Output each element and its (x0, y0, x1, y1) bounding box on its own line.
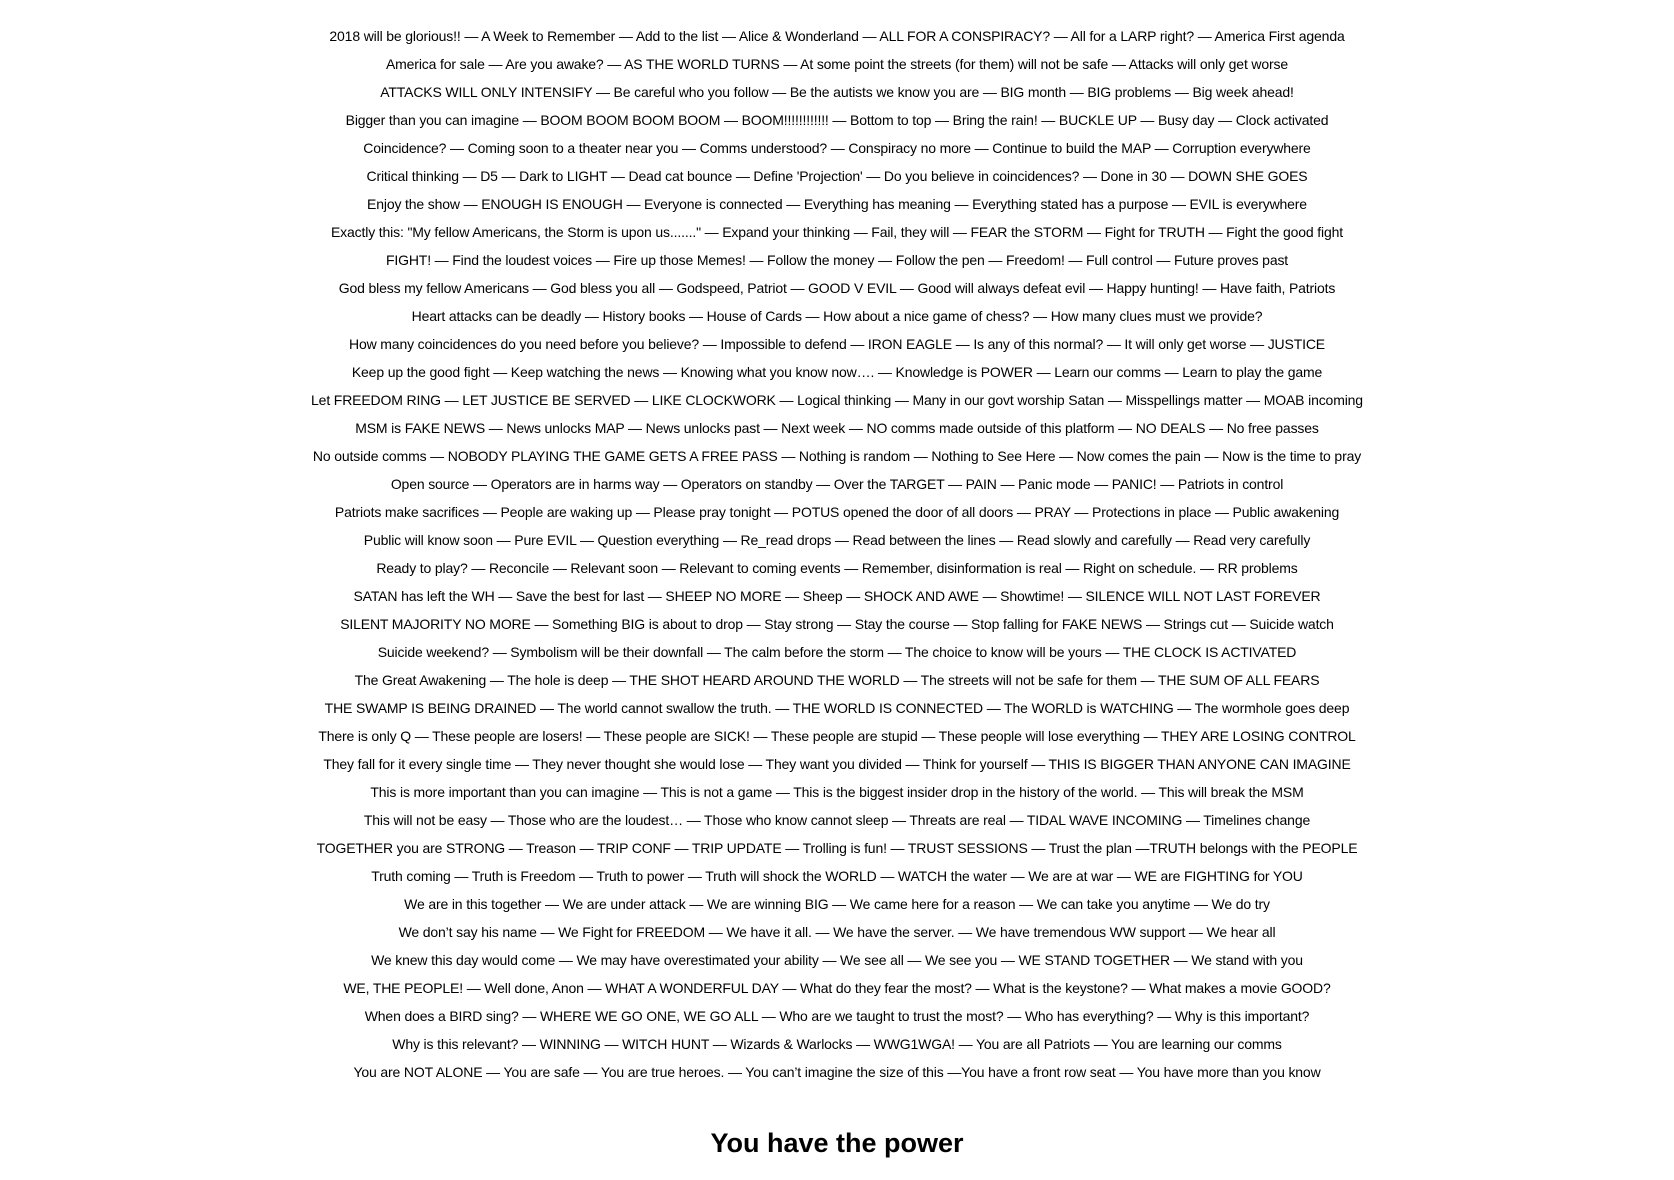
phrase-line: Truth coming — Truth is Freedom — Truth to power — Truth will shock the WORLD — WATCH the water — We are at war — WE are FIGHTING for YOU (371, 868, 1303, 884)
phrase-line: Ready to play? — Reconcile — Relevant soon — Relevant to coming events — Remember, disinformation is real — Right on schedule. — RR problems (376, 560, 1298, 576)
phrase-line: Heart attacks can be deadly — History books — House of Cards — How about a nice game of chess? — How many clues must we provide? (411, 308, 1263, 324)
phrase-line: Patriots make sacrifices — People are waking up — Please pray tonight — POTUS opened the door of all doors — PRAY — Protections in place — Public awakening (334, 504, 1340, 520)
phrase-line: God bless my fellow Americans — God bless you all — Godspeed, Patriot — GOOD V EVIL — Good will always defeat evil — Happy hunting! — Have faith, Patriots (338, 280, 1336, 296)
phrase-line: MSM is FAKE NEWS — News unlocks MAP — News unlocks past — Next week — NO comms made outside of this platform — NO DEALS — No free passes (355, 420, 1319, 436)
phrase-line: WE, THE PEOPLE! — Well done, Anon — WHAT A WONDERFUL DAY — What do they fear the most? — What is the keystone? — What makes a movie GOOD? (343, 980, 1331, 996)
phrase-line: Public will know soon — Pure EVIL — Question everything — Re_read drops — Read between the lines — Read slowly and carefully — Read very carefully (363, 532, 1311, 548)
phrase-line: Let FREEDOM RING — LET JUSTICE BE SERVED — LIKE CLOCKWORK — Logical thinking — Many in our govt worship Satan — Misspellings matter — MOAB incoming (311, 392, 1363, 408)
phrase-line: No outside comms — NOBODY PLAYING THE GAME GETS A FREE PASS — Nothing is random — Nothing to See Here — Now comes the pain — Now is the time to pray (312, 448, 1362, 464)
phrase-line: Bigger than you can imagine — BOOM BOOM BOOM BOOM — BOOM!!!!!!!!!!!! — Bottom to top — Bring the rain! — BUCKLE UP — Busy day — Clock activated (345, 112, 1329, 128)
phrase-line: America for sale — Are you awake? — AS THE WORLD TURNS — At some point the streets (for them) will not be safe — Attacks will only get worse (385, 56, 1289, 72)
phrase-line: We knew this day would come — We may have overestimated your ability — We see all — We see you — WE STAND TOGETHER — We stand with you (371, 952, 1303, 968)
phrase-line: We don’t say his name — We Fight for FREEDOM — We have it all. — We have the server. — We have tremendous WW support — We hear all (398, 924, 1276, 940)
phrase-line: Critical thinking — D5 — Dark to LIGHT — Dead cat bounce — Define 'Projection' — Do you believe in coincidences? — Done in 30 — DOWN SHE GOES (366, 168, 1308, 184)
phrase-line: Coincidence? — Coming soon to a theater near you — Comms understood? — Conspiracy no more — Continue to build the MAP — Corruption everywhere (363, 140, 1311, 156)
phrase-list (0, 22, 1674, 1086)
phrase-line: This will not be easy — Those who are the loudest… — Those who know cannot sleep — Threats are real — TIDAL WAVE INCOMING — Timelines change (363, 812, 1311, 828)
phrase-line: We are in this together — We are under attack — We are winning BIG — We came here for a reason — We can take you anytime — We do try (404, 896, 1270, 912)
phrase-line: THE SWAMP IS BEING DRAINED — The world cannot swallow the truth. — THE WORLD IS CONNECTED — The WORLD is WATCHING — The wormhole goes deep (324, 700, 1350, 716)
phrase-line: Enjoy the show — ENOUGH IS ENOUGH — Everyone is connected — Everything has meaning — Everything stated has a purpose — EVIL is everywhere (367, 196, 1307, 212)
phrase-line: SILENT MAJORITY NO MORE — Something BIG is about to drop — Stay strong — Stay the course — Stop falling for FAKE NEWS — Strings cut — Suicide watch (340, 616, 1334, 632)
phrase-line: Keep up the good fight — Keep watching the news — Knowing what you know now…. — Knowledge is POWER — Learn our comms — Learn to play the game (351, 364, 1323, 380)
phrase-line: Exactly this: "My fellow Americans, the Storm is upon us......." — Expand your thinking — Fail, they will — FEAR the STORM — Fight for TRUTH — Fight the good fight (330, 224, 1343, 240)
phrase-line: 2018 will be glorious!! — A Week to Remember — Add to the list — Alice & Wonderland — ALL FOR A CONSPIRACY? — All for a LARP right? — America First agenda (329, 28, 1345, 44)
phrase-line: There is only Q — These people are losers! — These people are SICK! — These people are stupid — These people will lose everything — THEY ARE LOSING CONTROL (318, 728, 1356, 744)
phrase-line: The Great Awakening — The hole is deep — THE SHOT HEARD AROUND THE WORLD — The streets will not be safe for them — THE SUM OF ALL FEARS (354, 672, 1320, 688)
phrase-line: Why is this relevant? — WINNING — WITCH HUNT — Wizards & Warlocks — WWG1WGA! — You are all Patriots — You are learning our comms (392, 1036, 1282, 1052)
phrase-line: Open source — Operators are in harms way — Operators on standby — Over the TARGET — PAIN — Panic mode — PANIC! — Patriots in control (390, 476, 1284, 492)
phrase-line: SATAN has left the WH — Save the best for last — SHEEP NO MORE — Sheep — SHOCK AND AWE — Showtime! — SILENCE WILL NOT LAST FOREVER (353, 588, 1321, 604)
phrase-line: This is more important than you can imagine — This is not a game — This is the biggest insider drop in the history of the world. — This will break the MSM (370, 784, 1304, 800)
closing-heading: You have the power (710, 1128, 964, 1158)
phrase-line: FIGHT! — Find the loudest voices — Fire up those Memes! — Follow the money — Follow the pen — Freedom! — Full control — Future proves past (385, 252, 1289, 268)
phrase-line: TOGETHER you are STRONG — Treason — TRIP CONF — TRIP UPDATE — Trolling is fun! — TRUST SESSIONS — Trust the plan —TRUTH belongs with the PEOPLE (316, 840, 1358, 856)
phrase-line: They fall for it every single time — They never thought she would lose — They want you divided — Think for yourself — THIS IS BIGGER THAN ANYONE CAN IMAGINE (323, 756, 1351, 772)
phrase-line: Suicide weekend? — Symbolism will be their downfall — The calm before the storm — The choice to know will be yours — THE CLOCK IS ACTIVATED (377, 644, 1297, 660)
phrase-line: When does a BIRD sing? — WHERE WE GO ONE, WE GO ALL — Who are we taught to trust the most? — Who has everything? — Why is this important? (364, 1008, 1310, 1024)
phrase-line: How many coincidences do you need before you believe? — Impossible to defend — IRON EAGLE — Is any of this normal? — It will only get worse — JUSTICE (349, 336, 1325, 352)
phrase-line: ATTACKS WILL ONLY INTENSIFY — Be careful who you follow — Be the autists we know you are — BIG month — BIG problems — Big week ahead! (380, 84, 1294, 100)
phrase-line: You are NOT ALONE — You are safe — You are true heroes. — You can’t imagine the size of this —You have a front row seat — You have more than you know (353, 1064, 1321, 1080)
